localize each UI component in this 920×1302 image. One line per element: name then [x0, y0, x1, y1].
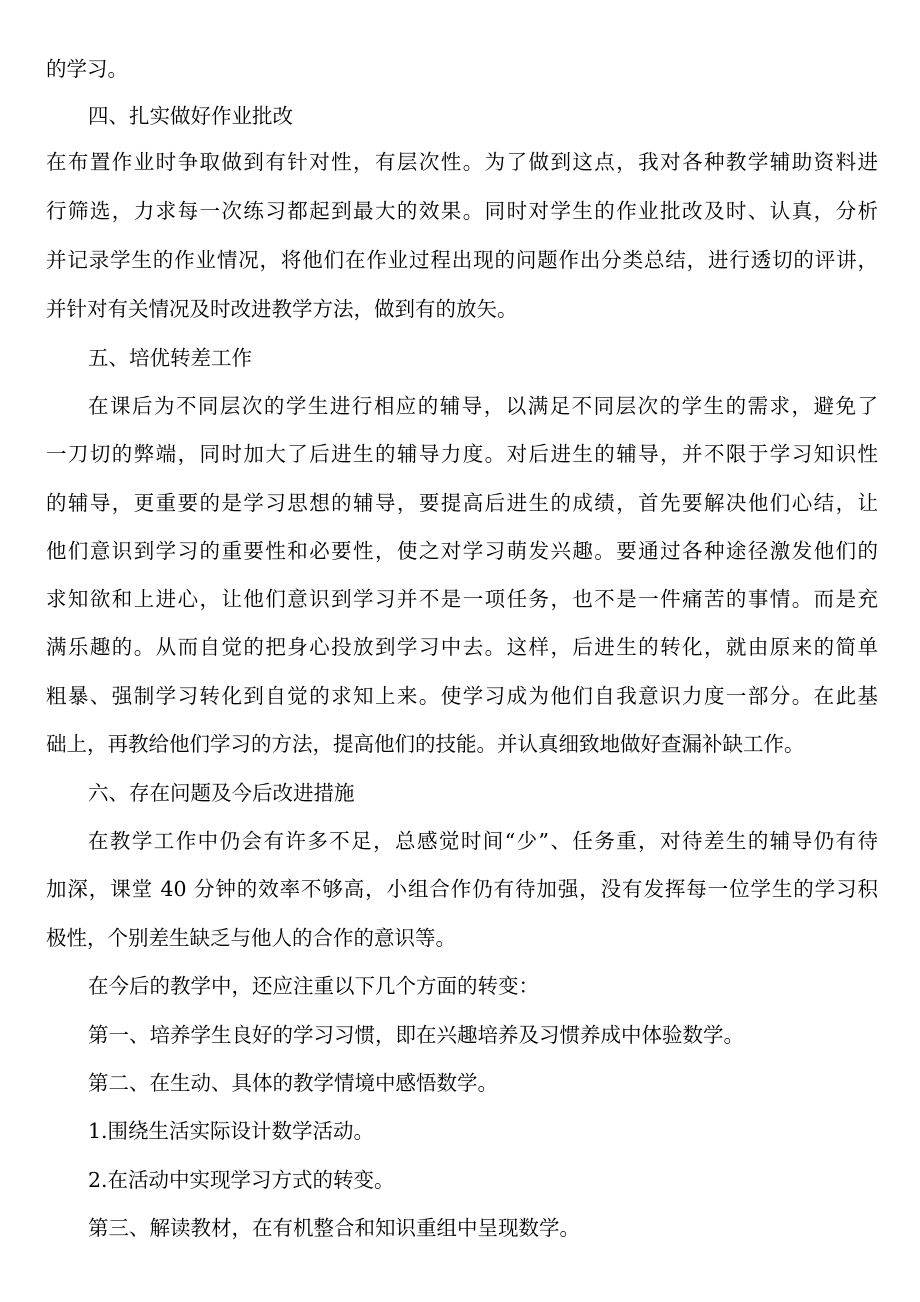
text-line: 的学习。 — [46, 57, 128, 81]
text-line: 在今后的教学中，还应注重以下几个方面的转变： — [88, 974, 539, 998]
text-line: 行筛选，力求每一次练习都起到最大的效果。同时对学生的作业批改及时、认真，分析 — [46, 199, 878, 223]
text-line: 并针对有关情况及时改进教学方法，做到有的放矢。 — [46, 297, 518, 321]
section-heading-5: 五、培优转差工作 — [88, 346, 252, 370]
text-line: 加深，课堂 40 分钟的效率不够高，小组合作仍有待加强，没有发挥每一位学生的学习积 — [46, 877, 878, 901]
text-line: 粗暴、强制学习转化到自觉的求知上来。使学习成为他们自我意识力度一部分。在此基 — [46, 684, 878, 708]
text-line: 他们意识到学习的重要性和必要性，使之对学习萌发兴趣。要通过各种途径激发他们的 — [46, 539, 878, 563]
text-line: 在课后为不同层次的学生进行相应的辅导，以满足不同层次的学生的需求，避免了 — [88, 394, 878, 418]
text-line: 在布置作业时争取做到有针对性，有层次性。为了做到这点，我对各种教学辅助资料进 — [46, 150, 878, 174]
text-line: 一刀切的弊端，同时加大了后进生的辅导力度。对后进生的辅导，并不限于学习知识性 — [46, 442, 878, 466]
text-line: 极性，个别差生缺乏与他人的合作的意识等。 — [46, 926, 456, 950]
list-item: 2.在活动中实现学习方式的转变。 — [88, 1168, 395, 1192]
list-item: 第三、解读教材，在有机整合和知识重组中呈现数学。 — [88, 1216, 580, 1240]
list-item: 1.围绕生活实际设计数学活动。 — [88, 1119, 375, 1143]
section-heading-6: 六、存在问题及今后改进措施 — [88, 781, 355, 805]
text-line: 在教学工作中仍会有许多不足，总感觉时间“少”、任务重，对待差生的辅导仍有待 — [88, 829, 878, 853]
text-line: 的辅导，更重要的是学习思想的辅导，要提高后进生的成绩，首先要解决他们心结，让 — [46, 491, 878, 515]
list-item: 第一、培养学生良好的学习习惯，即在兴趣培养及习惯养成中体验数学。 — [88, 1023, 744, 1047]
text-line: 础上，再教给他们学习的方法，提高他们的技能。并认真细致地做好查漏补缺工作。 — [46, 732, 805, 756]
text-line: 求知欲和上进心，让他们意识到学习并不是一项任务，也不是一件痛苦的事情。而是充 — [46, 587, 878, 611]
list-item: 第二、在生动、具体的教学情境中感悟数学。 — [88, 1071, 498, 1095]
text-line: 并记录学生的作业情况，将他们在作业过程出现的问题作出分类总结，进行透切的评讲， — [46, 248, 878, 272]
section-heading-4: 四、扎实做好作业批改 — [88, 104, 293, 128]
text-line: 满乐趣的。从而自觉的把身心投放到学习中去。这样，后进生的转化，就由原来的简单 — [46, 635, 878, 659]
